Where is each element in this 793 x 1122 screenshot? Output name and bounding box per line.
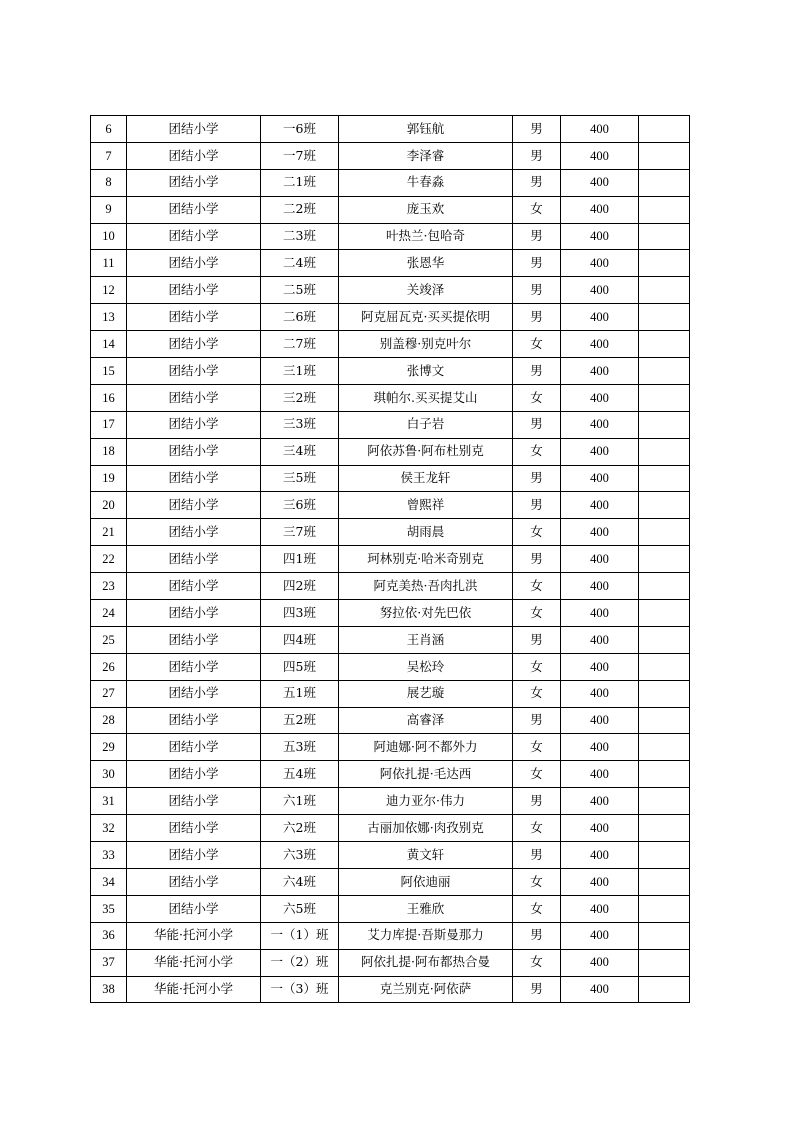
school-cell: 团结小学 — [127, 250, 261, 277]
school-cell: 团结小学 — [127, 546, 261, 573]
class-cell: 六2班 — [261, 815, 339, 842]
school-cell: 团结小学 — [127, 331, 261, 358]
student-name-cell: 艾力库提·吾斯曼那力 — [339, 922, 513, 949]
school-cell: 团结小学 — [127, 734, 261, 761]
student-name-cell: 白子岩 — [339, 411, 513, 438]
school-cell: 团结小学 — [127, 680, 261, 707]
note-cell — [639, 196, 690, 223]
amount-cell: 400 — [561, 384, 639, 411]
gender-cell: 男 — [513, 922, 561, 949]
gender-cell: 女 — [513, 734, 561, 761]
note-cell — [639, 680, 690, 707]
student-name-cell: 张博文 — [339, 358, 513, 385]
school-cell: 团结小学 — [127, 304, 261, 331]
amount-cell: 400 — [561, 761, 639, 788]
row-number-cell: 6 — [91, 116, 127, 143]
student-name-cell: 古丽加依娜·肉孜别克 — [339, 815, 513, 842]
school-cell: 团结小学 — [127, 358, 261, 385]
table-row — [91, 734, 690, 761]
table-row — [91, 277, 690, 304]
table-row — [91, 358, 690, 385]
amount-cell: 400 — [561, 519, 639, 546]
amount-cell: 400 — [561, 653, 639, 680]
student-name-cell: 张恩华 — [339, 250, 513, 277]
table-row — [91, 196, 690, 223]
amount-cell: 400 — [561, 492, 639, 519]
table-row — [91, 492, 690, 519]
table-row — [91, 626, 690, 653]
school-cell: 团结小学 — [127, 600, 261, 627]
class-cell: 二6班 — [261, 304, 339, 331]
note-cell — [639, 116, 690, 143]
row-number-cell: 19 — [91, 465, 127, 492]
amount-cell: 400 — [561, 358, 639, 385]
row-number-cell: 25 — [91, 626, 127, 653]
student-name-cell: 克兰别克·阿依萨 — [339, 976, 513, 1003]
row-number-cell: 36 — [91, 922, 127, 949]
gender-cell: 女 — [513, 680, 561, 707]
student-name-cell: 阿依扎提·阿布都热合曼 — [339, 949, 513, 976]
amount-cell: 400 — [561, 250, 639, 277]
student-name-cell: 庞玉欢 — [339, 196, 513, 223]
gender-cell: 女 — [513, 519, 561, 546]
class-cell: 四2班 — [261, 573, 339, 600]
row-number-cell: 15 — [91, 358, 127, 385]
class-cell: 六3班 — [261, 842, 339, 869]
note-cell — [639, 626, 690, 653]
note-cell — [639, 438, 690, 465]
note-cell — [639, 169, 690, 196]
amount-cell: 400 — [561, 438, 639, 465]
note-cell — [639, 922, 690, 949]
row-number-cell: 32 — [91, 815, 127, 842]
note-cell — [639, 331, 690, 358]
amount-cell: 400 — [561, 815, 639, 842]
student-name-cell: 李泽睿 — [339, 142, 513, 169]
table-row — [91, 976, 690, 1003]
gender-cell: 男 — [513, 116, 561, 143]
class-cell: 三3班 — [261, 411, 339, 438]
student-name-cell: 黄文轩 — [339, 842, 513, 869]
row-number-cell: 8 — [91, 169, 127, 196]
note-cell — [639, 573, 690, 600]
row-number-cell: 37 — [91, 949, 127, 976]
note-cell — [639, 411, 690, 438]
school-cell: 团结小学 — [127, 842, 261, 869]
class-cell: 二2班 — [261, 196, 339, 223]
amount-cell: 400 — [561, 142, 639, 169]
gender-cell: 男 — [513, 465, 561, 492]
class-cell: 四1班 — [261, 546, 339, 573]
table-row — [91, 707, 690, 734]
class-cell: 五1班 — [261, 680, 339, 707]
school-cell: 团结小学 — [127, 761, 261, 788]
student-name-cell: 牛春淼 — [339, 169, 513, 196]
note-cell — [639, 546, 690, 573]
student-name-cell: 高睿泽 — [339, 707, 513, 734]
student-name-cell: 阿克屈瓦克·买买提依明 — [339, 304, 513, 331]
class-cell: 二5班 — [261, 277, 339, 304]
note-cell — [639, 734, 690, 761]
row-number-cell: 27 — [91, 680, 127, 707]
row-number-cell: 10 — [91, 223, 127, 250]
table-row — [91, 142, 690, 169]
student-name-cell: 王肖涵 — [339, 626, 513, 653]
gender-cell: 男 — [513, 411, 561, 438]
note-cell — [639, 976, 690, 1003]
class-cell: 三2班 — [261, 384, 339, 411]
school-cell: 团结小学 — [127, 384, 261, 411]
table-row — [91, 304, 690, 331]
school-cell: 团结小学 — [127, 116, 261, 143]
gender-cell: 男 — [513, 546, 561, 573]
student-name-cell: 王雅欣 — [339, 895, 513, 922]
amount-cell: 400 — [561, 922, 639, 949]
student-name-cell: 别盖穆·别克叶尔 — [339, 331, 513, 358]
table-row — [91, 519, 690, 546]
table-row — [91, 331, 690, 358]
student-name-cell: 阿迪娜·阿不都外力 — [339, 734, 513, 761]
table-row — [91, 116, 690, 143]
note-cell — [639, 519, 690, 546]
gender-cell: 女 — [513, 438, 561, 465]
amount-cell: 400 — [561, 116, 639, 143]
row-number-cell: 21 — [91, 519, 127, 546]
gender-cell: 男 — [513, 250, 561, 277]
table-row — [91, 895, 690, 922]
gender-cell: 女 — [513, 573, 561, 600]
gender-cell: 女 — [513, 895, 561, 922]
gender-cell: 男 — [513, 626, 561, 653]
note-cell — [639, 761, 690, 788]
school-cell: 团结小学 — [127, 895, 261, 922]
row-number-cell: 24 — [91, 600, 127, 627]
row-number-cell: 30 — [91, 761, 127, 788]
class-cell: 一（1）班 — [261, 922, 339, 949]
note-cell — [639, 223, 690, 250]
note-cell — [639, 600, 690, 627]
class-cell: 六5班 — [261, 895, 339, 922]
gender-cell: 女 — [513, 949, 561, 976]
row-number-cell: 20 — [91, 492, 127, 519]
gender-cell: 女 — [513, 868, 561, 895]
amount-cell: 400 — [561, 196, 639, 223]
gender-cell: 女 — [513, 600, 561, 627]
table-row — [91, 788, 690, 815]
note-cell — [639, 492, 690, 519]
class-cell: 六4班 — [261, 868, 339, 895]
row-number-cell: 26 — [91, 653, 127, 680]
class-cell: 三1班 — [261, 358, 339, 385]
gender-cell: 男 — [513, 169, 561, 196]
table-row — [91, 465, 690, 492]
amount-cell: 400 — [561, 680, 639, 707]
table-row — [91, 653, 690, 680]
amount-cell: 400 — [561, 411, 639, 438]
student-name-cell: 努拉依·对先巴依 — [339, 600, 513, 627]
table-row — [91, 438, 690, 465]
class-cell: 二7班 — [261, 331, 339, 358]
table-row — [91, 250, 690, 277]
roster-body — [91, 116, 690, 1003]
gender-cell: 男 — [513, 976, 561, 1003]
row-number-cell: 29 — [91, 734, 127, 761]
table-row — [91, 842, 690, 869]
gender-cell: 女 — [513, 384, 561, 411]
note-cell — [639, 815, 690, 842]
school-cell: 团结小学 — [127, 815, 261, 842]
note-cell — [639, 358, 690, 385]
class-cell: 一（3）班 — [261, 976, 339, 1003]
roster-table — [90, 115, 690, 1003]
amount-cell: 400 — [561, 976, 639, 1003]
class-cell: 五4班 — [261, 761, 339, 788]
class-cell: 五2班 — [261, 707, 339, 734]
student-name-cell: 阿依扎提·毛达西 — [339, 761, 513, 788]
row-number-cell: 14 — [91, 331, 127, 358]
school-cell: 团结小学 — [127, 465, 261, 492]
school-cell: 团结小学 — [127, 411, 261, 438]
amount-cell: 400 — [561, 707, 639, 734]
school-cell: 团结小学 — [127, 573, 261, 600]
class-cell: 三7班 — [261, 519, 339, 546]
note-cell — [639, 304, 690, 331]
amount-cell: 400 — [561, 949, 639, 976]
school-cell: 团结小学 — [127, 142, 261, 169]
amount-cell: 400 — [561, 277, 639, 304]
row-number-cell: 34 — [91, 868, 127, 895]
table-row — [91, 949, 690, 976]
note-cell — [639, 868, 690, 895]
table-row — [91, 761, 690, 788]
note-cell — [639, 788, 690, 815]
class-cell: 一7班 — [261, 142, 339, 169]
student-name-cell: 阿依迪丽 — [339, 868, 513, 895]
class-cell: 三5班 — [261, 465, 339, 492]
class-cell: 四4班 — [261, 626, 339, 653]
school-cell: 团结小学 — [127, 788, 261, 815]
note-cell — [639, 250, 690, 277]
school-cell: 团结小学 — [127, 196, 261, 223]
amount-cell: 400 — [561, 868, 639, 895]
amount-cell: 400 — [561, 169, 639, 196]
row-number-cell: 28 — [91, 707, 127, 734]
student-name-cell: 叶热兰·包哈奇 — [339, 223, 513, 250]
table-row — [91, 922, 690, 949]
student-name-cell: 侯王龙轩 — [339, 465, 513, 492]
amount-cell: 400 — [561, 600, 639, 627]
class-cell: 五3班 — [261, 734, 339, 761]
class-cell: 四5班 — [261, 653, 339, 680]
school-cell: 团结小学 — [127, 868, 261, 895]
note-cell — [639, 707, 690, 734]
amount-cell: 400 — [561, 626, 639, 653]
table-row — [91, 169, 690, 196]
class-cell: 二1班 — [261, 169, 339, 196]
student-name-cell: 阿克美热·吾肉扎洪 — [339, 573, 513, 600]
note-cell — [639, 277, 690, 304]
gender-cell: 女 — [513, 196, 561, 223]
amount-cell: 400 — [561, 546, 639, 573]
table-row — [91, 411, 690, 438]
school-cell: 团结小学 — [127, 653, 261, 680]
row-number-cell: 23 — [91, 573, 127, 600]
row-number-cell: 13 — [91, 304, 127, 331]
class-cell: 二3班 — [261, 223, 339, 250]
school-cell: 团结小学 — [127, 169, 261, 196]
gender-cell: 男 — [513, 358, 561, 385]
class-cell: 四3班 — [261, 600, 339, 627]
school-cell: 团结小学 — [127, 707, 261, 734]
gender-cell: 男 — [513, 223, 561, 250]
gender-cell: 男 — [513, 142, 561, 169]
amount-cell: 400 — [561, 465, 639, 492]
class-cell: 三4班 — [261, 438, 339, 465]
note-cell — [639, 142, 690, 169]
gender-cell: 男 — [513, 304, 561, 331]
row-number-cell: 22 — [91, 546, 127, 573]
student-name-cell: 阿依苏鲁·阿布杜别克 — [339, 438, 513, 465]
student-name-cell: 迪力亚尔·伟力 — [339, 788, 513, 815]
school-cell: 华能·托河小学 — [127, 949, 261, 976]
row-number-cell: 12 — [91, 277, 127, 304]
school-cell: 团结小学 — [127, 492, 261, 519]
class-cell: 三6班 — [261, 492, 339, 519]
gender-cell: 男 — [513, 277, 561, 304]
table-row — [91, 815, 690, 842]
table-row — [91, 680, 690, 707]
school-cell: 团结小学 — [127, 277, 261, 304]
amount-cell: 400 — [561, 573, 639, 600]
table-row — [91, 600, 690, 627]
gender-cell: 男 — [513, 492, 561, 519]
school-cell: 团结小学 — [127, 626, 261, 653]
amount-cell: 400 — [561, 223, 639, 250]
school-cell: 团结小学 — [127, 223, 261, 250]
amount-cell: 400 — [561, 788, 639, 815]
school-cell: 团结小学 — [127, 438, 261, 465]
note-cell — [639, 842, 690, 869]
note-cell — [639, 653, 690, 680]
class-cell: 一6班 — [261, 116, 339, 143]
school-cell: 华能·托河小学 — [127, 976, 261, 1003]
row-number-cell: 35 — [91, 895, 127, 922]
row-number-cell: 38 — [91, 976, 127, 1003]
class-cell: 一（2）班 — [261, 949, 339, 976]
gender-cell: 女 — [513, 761, 561, 788]
amount-cell: 400 — [561, 842, 639, 869]
table-row — [91, 546, 690, 573]
class-cell: 六1班 — [261, 788, 339, 815]
student-name-cell: 展艺璇 — [339, 680, 513, 707]
note-cell — [639, 465, 690, 492]
amount-cell: 400 — [561, 734, 639, 761]
gender-cell: 男 — [513, 842, 561, 869]
gender-cell: 女 — [513, 815, 561, 842]
note-cell — [639, 384, 690, 411]
amount-cell: 400 — [561, 895, 639, 922]
table-row — [91, 223, 690, 250]
note-cell — [639, 949, 690, 976]
student-name-cell: 胡雨晨 — [339, 519, 513, 546]
row-number-cell: 9 — [91, 196, 127, 223]
row-number-cell: 7 — [91, 142, 127, 169]
gender-cell: 女 — [513, 653, 561, 680]
table-row — [91, 384, 690, 411]
amount-cell: 400 — [561, 304, 639, 331]
gender-cell: 女 — [513, 331, 561, 358]
gender-cell: 男 — [513, 788, 561, 815]
student-name-cell: 琪帕尔.买买提艾山 — [339, 384, 513, 411]
table-row — [91, 573, 690, 600]
student-name-cell: 关竣泽 — [339, 277, 513, 304]
row-number-cell: 11 — [91, 250, 127, 277]
row-number-cell: 16 — [91, 384, 127, 411]
student-name-cell: 郭钰航 — [339, 116, 513, 143]
school-cell: 华能·托河小学 — [127, 922, 261, 949]
row-number-cell: 17 — [91, 411, 127, 438]
note-cell — [639, 895, 690, 922]
gender-cell: 男 — [513, 707, 561, 734]
row-number-cell: 33 — [91, 842, 127, 869]
table-row — [91, 868, 690, 895]
amount-cell: 400 — [561, 331, 639, 358]
row-number-cell: 18 — [91, 438, 127, 465]
school-cell: 团结小学 — [127, 519, 261, 546]
student-name-cell: 曾熙祥 — [339, 492, 513, 519]
student-name-cell: 珂林别克·哈米奇别克 — [339, 546, 513, 573]
class-cell: 二4班 — [261, 250, 339, 277]
student-name-cell: 吴松玲 — [339, 653, 513, 680]
row-number-cell: 31 — [91, 788, 127, 815]
